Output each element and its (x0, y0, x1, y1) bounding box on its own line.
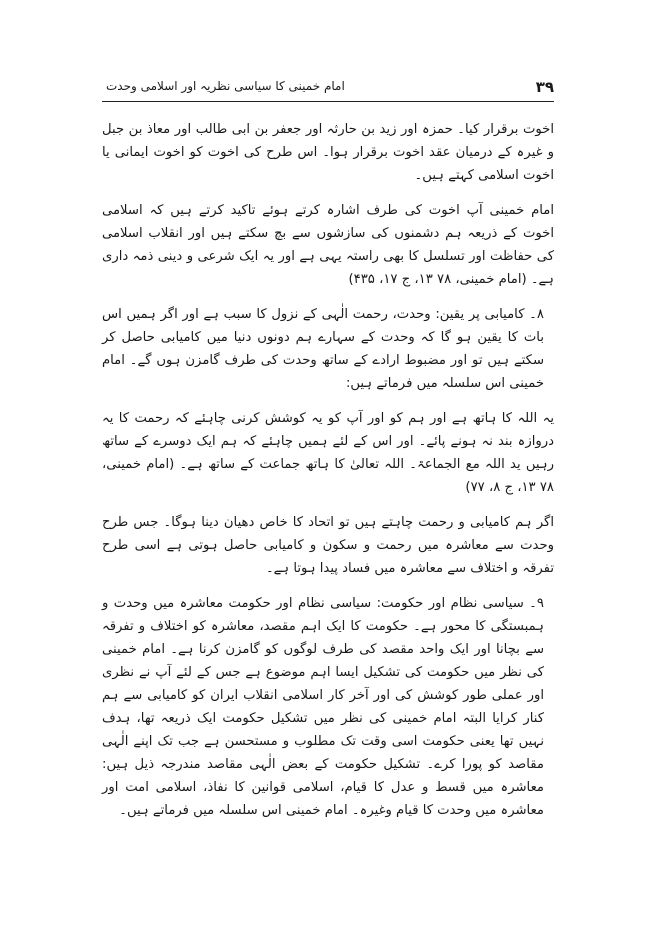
header-rule (102, 101, 554, 102)
page-header (102, 72, 554, 102)
body-text (102, 118, 554, 834)
running-title: امام خمینی کا سیاسی نظریہ اور اسلامی وحدت (106, 79, 345, 93)
page-number: ۳۹ (535, 78, 554, 96)
numbered-paragraph: ۸۔ کامیابی پر یقین: وحدت، رحمت الٰہی کے نزول کا سبب ہے اور اگر ہمیں اس بات کا یقین ہو گا کہ وحدت کے سہارے ہم دونوں دنیا میں کامیابی حاصل کر سکتے ہیں تو اور مضبوط ارادے کے ساتھ وحدت کی طرف گامزن ہوں گے۔ امام خمینی اس سلسلہ میں فرماتے ہیں: (102, 307, 544, 391)
paragraph: اخوت برقرار کیا۔ حمزہ اور زید بن حارثہ اور جعفر بن ابی طالب اور معاذ بن جبل و غیرہ کے درمیان عقد اخوت برقرار ہوا۔ اس طرح کی اخوت کو اخوت ایمانی یا اخوت اسلامی کہتے ہیں۔ (102, 122, 554, 183)
paragraph: اگر ہم کامیابی و رحمت چاہتے ہیں تو اتحاد کا خاص دھیان دینا ہوگا۔ جس طرح وحدت سے معاشرہ میں رحمت و سکون و کامیابی حاصل ہوتی ہے اسی طرح تفرقہ و اختلاف سے معاشرہ میں فساد پیدا ہوتا ہے۔ (102, 515, 554, 576)
quotation-paragraph: یہ اللہ کا ہاتھ ہے اور ہم کو اور آپ کو یہ کوشش کرنی چاہئے کہ رحمت کا یہ دروازہ بند نہ ہونے پائے۔ اور اس کے لئے ہمیں چاہئے کہ ہم ایک دوسرے کے ساتھ رہیں ید اللہ مع الجماعۃ۔ اللہ تعالیٰ کا ہاتھ جماعت کے ساتھ ہے۔ (امام خمینی، ۷۸ ۱۳، ج ۸، ۷۷) (102, 411, 554, 495)
numbered-paragraph: ۹۔ سیاسی نظام اور حکومت: سیاسی نظام اور حکومت معاشرہ میں وحدت و ہمبستگی کا محور ہے۔ حکومت کا ایک اہم مقصد، معاشرہ کو اختلاف و تفرقہ سے بچانا اور ایک واحد مقصد کی طرف لوگوں کو گامزن کرنا ہے۔ امام خمینی کی نظر میں حکومت کی تشکیل ایسا اہم موضوع ہے جس کے لئے آپ نے نظری اور عملی طور کوشش کی اور آخر کار اسلامی انقلاب ایران کو کامیابی سے ہم کنار کرایا البتہ امام خمینی کی نظر میں تشکیل حکومت ایک ذریعہ تھا، ہدف نہیں تھا یعنی حکومت اسی وقت تک مطلوب و مستحسن ہے جب تک اپنے الٰہی مقاصد کو پورا کرے۔ تشکیل حکومت کے بعض الٰہی مقاصد مندرجہ ذیل ہیں: معاشرہ میں قسط و عدل کا قیام، اسلامی قوانین کا نفاذ، اسلامی امت اور معاشرہ میں وحدت کا قیام وغیرہ۔ امام خمینی اس سلسلہ میں فرماتے ہیں۔ (102, 596, 544, 818)
paragraph: امام خمینی آپ اخوت کی طرف اشارہ کرتے ہوئے تاکید کرتے ہیں کہ اسلامی اخوت کے ذریعہ ہم دشمنوں کی سازشوں سے بچ سکتے ہیں اور انقلاب اسلامی کی حفاظت اور تسلسل کا بھی راستہ یہی ہے اور یہ ایک شرعی و دینی ذمہ داری ہے۔ (امام خمینی، ۷۸ ۱۳، ج ۱۷، ۴۳۵) (102, 203, 554, 287)
